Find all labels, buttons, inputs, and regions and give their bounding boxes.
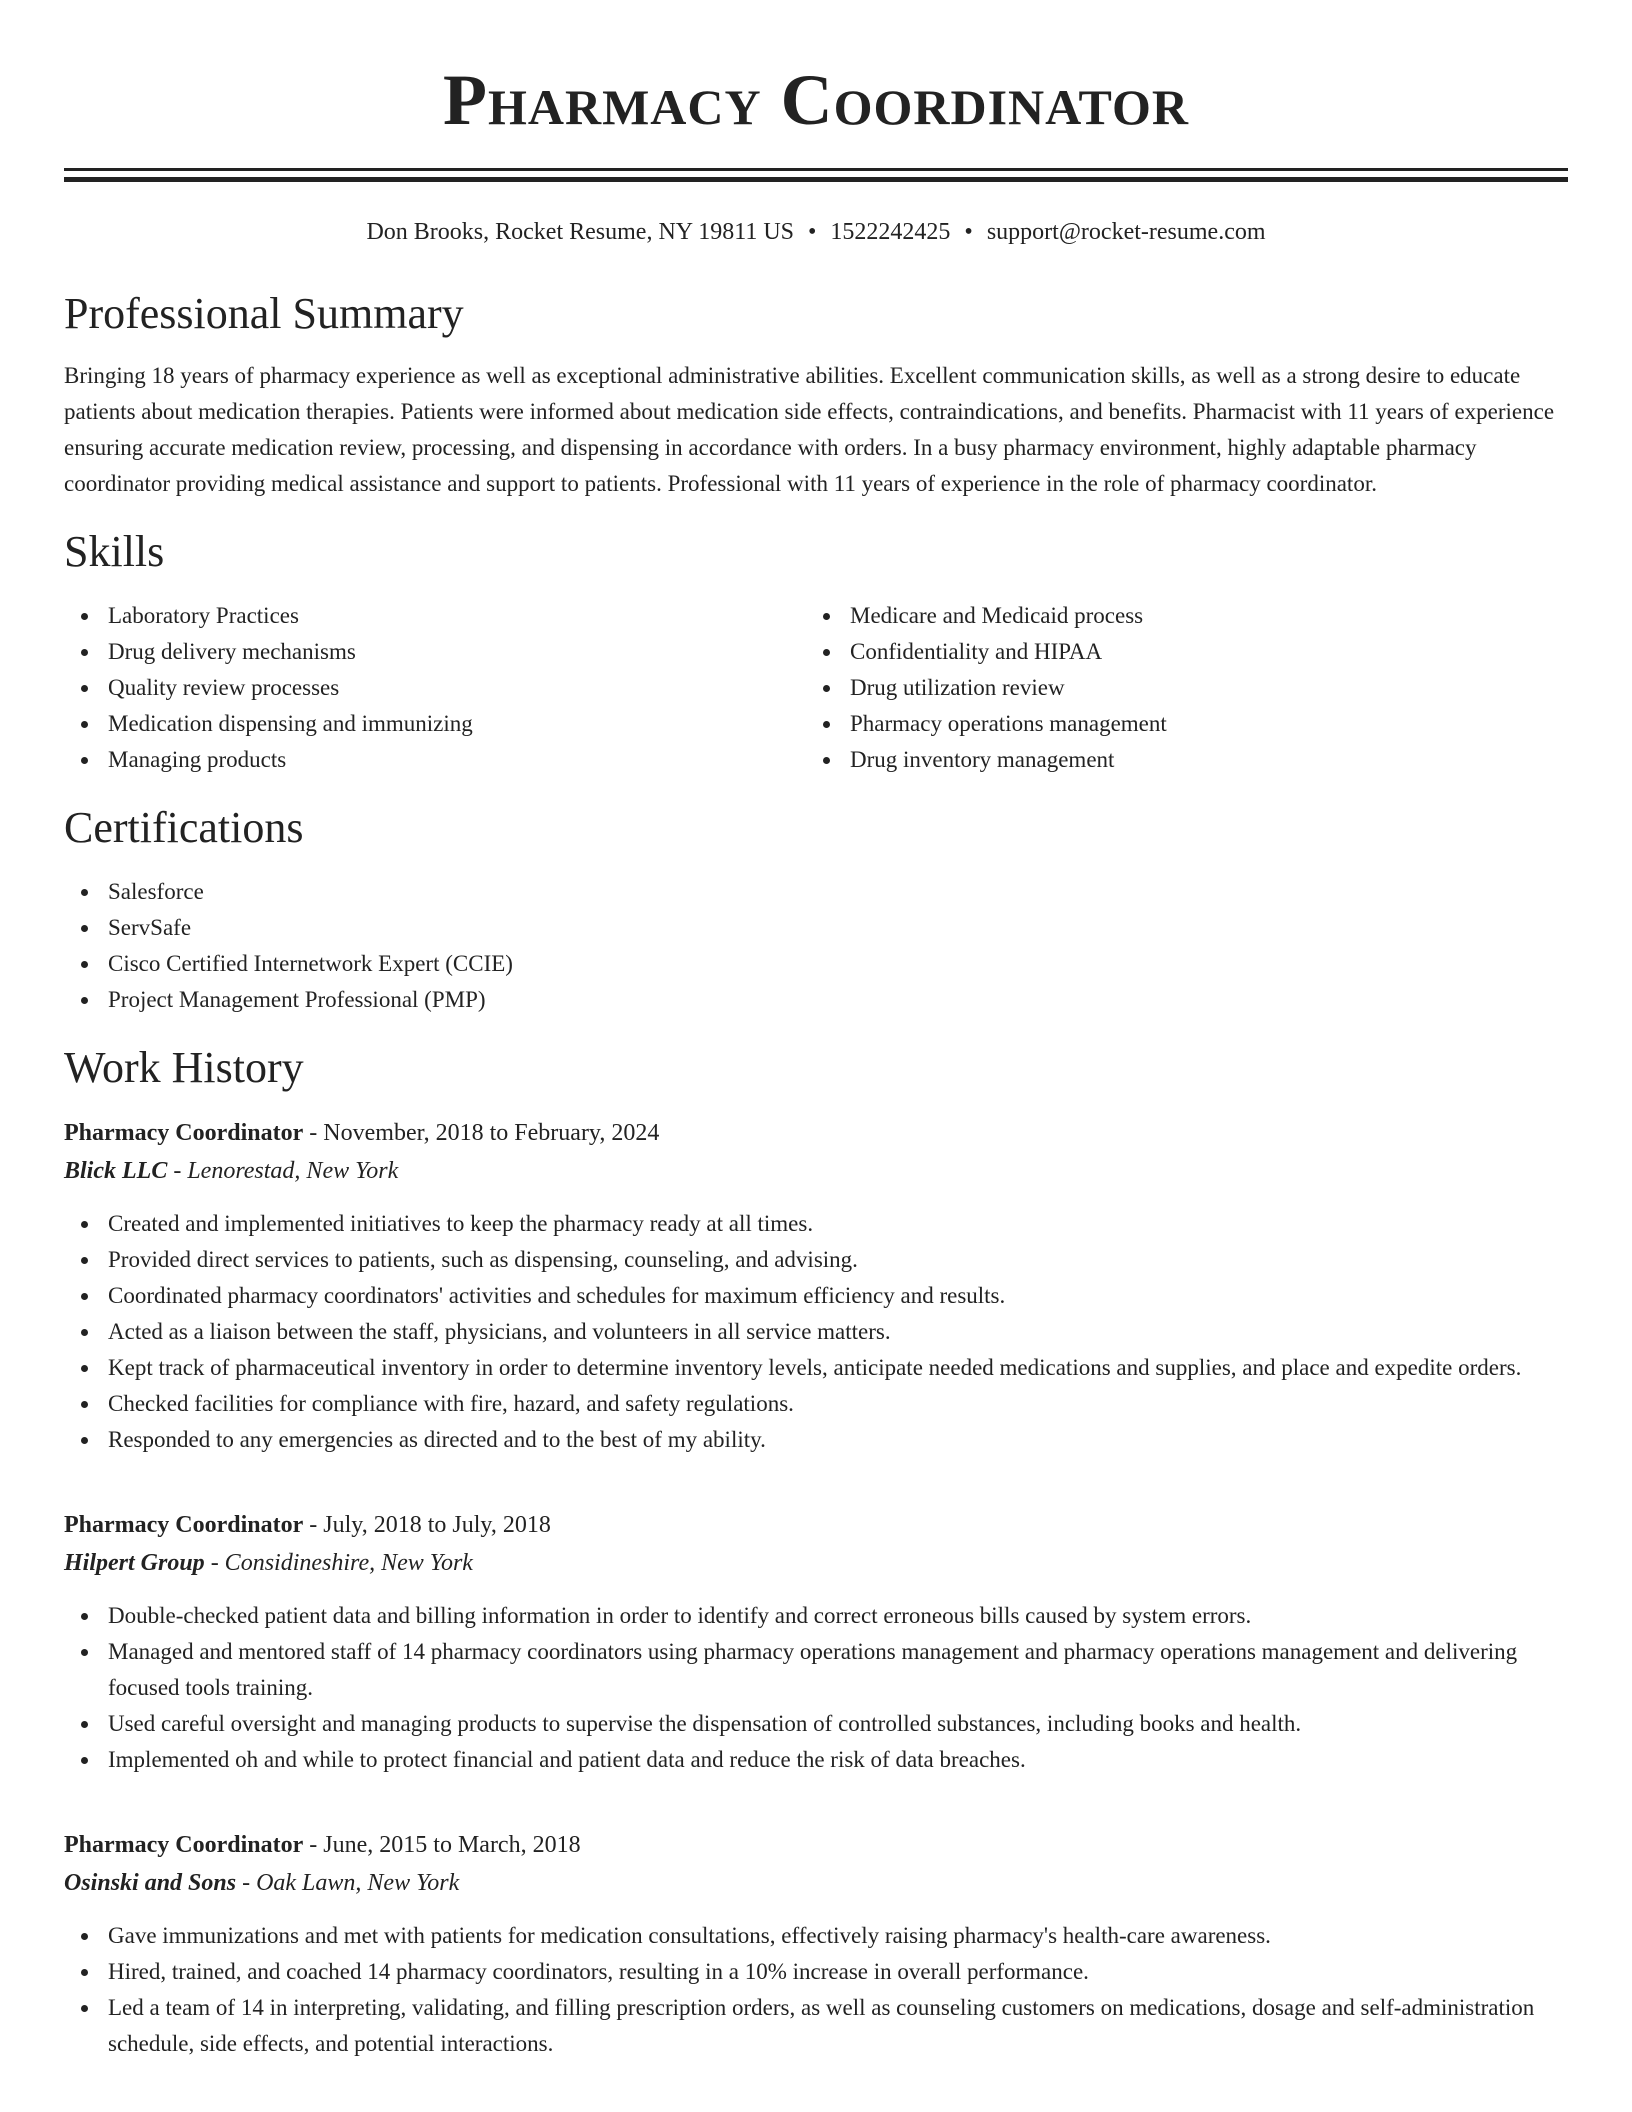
certification-item: Project Management Professional (PMP) <box>64 982 1568 1018</box>
job-role: Pharmacy Coordinator <box>64 1120 304 1146</box>
skill-item: Laboratory Practices <box>64 598 806 634</box>
skill-item: Pharmacy operations management <box>806 706 1548 742</box>
certifications-heading: Certifications <box>64 803 304 852</box>
job-bullet: Kept track of pharmaceutical inventory in order to determine inventory levels, anticipate needed medications and supplies, and place and expedite orders. <box>64 1350 1568 1386</box>
job-role: Pharmacy Coordinator <box>64 1512 304 1538</box>
job-company: Hilpert Group <box>64 1550 205 1576</box>
job-bullet: Double-checked patient data and billing information in order to identify and correct erroneous bills caused by system errors. <box>64 1598 1568 1634</box>
job-company-line <box>64 1864 1568 1902</box>
job-header <box>64 1826 1568 1864</box>
job-dates: - June, 2015 to March, 2018 <box>303 1832 581 1858</box>
skills-heading: Skills <box>64 527 165 576</box>
summary-heading: Professional Summary <box>64 289 464 338</box>
contact-address: Don Brooks, Rocket Resume, NY 19811 US <box>366 219 795 245</box>
job-dates: - July, 2018 to July, 2018 <box>303 1512 551 1538</box>
job-role: Pharmacy Coordinator <box>64 1832 304 1858</box>
title-divider-top <box>64 168 1568 171</box>
job-bullet: Used careful oversight and managing products to supervise the dispensation of controlled substances, including books and health. <box>64 1706 1568 1742</box>
job-company-line <box>64 1152 1568 1190</box>
job-location: - Oak Lawn, New York <box>236 1870 460 1896</box>
skill-item: Managing products <box>64 742 806 778</box>
skill-item: Quality review processes <box>64 670 806 706</box>
job-entry <box>64 1506 1568 1778</box>
contact-line <box>64 216 1568 248</box>
job-bullets <box>64 1206 1568 1458</box>
job-header <box>64 1114 1568 1152</box>
job-bullets <box>64 1598 1568 1778</box>
job-bullet: Gave immunizations and met with patients for medication consultations, effectively raising pharmacy's health-care awareness. <box>64 1918 1568 1954</box>
certification-item: Cisco Certified Internetwork Expert (CCIE) <box>64 946 1568 982</box>
skills-list-left <box>64 598 806 778</box>
job-bullet: Acted as a liaison between the staff, physicians, and volunteers in all service matters. <box>64 1314 1568 1350</box>
contact-email: support@rocket-resume.com <box>986 219 1266 245</box>
job-company-line <box>64 1544 1568 1582</box>
contact-separator: • <box>808 219 817 245</box>
job-header <box>64 1506 1568 1544</box>
job-company: Blick LLC <box>64 1158 168 1184</box>
job-entry <box>64 1826 1568 2062</box>
job-bullet: Created and implemented initiatives to keep the pharmacy ready at all times. <box>64 1206 1568 1242</box>
title-divider-bottom <box>64 177 1568 182</box>
resume-page <box>64 0 1568 2062</box>
contact-separator: • <box>964 219 973 245</box>
skill-item: Drug inventory management <box>806 742 1548 778</box>
contact-phone: 1522242425 <box>830 219 951 245</box>
job-location: - Considineshire, New York <box>204 1550 473 1576</box>
certification-item: ServSafe <box>64 910 1568 946</box>
job-bullet: Coordinated pharmacy coordinators' activities and schedules for maximum efficiency and results. <box>64 1278 1568 1314</box>
job-bullet: Provided direct services to patients, such as dispensing, counseling, and advising. <box>64 1242 1568 1278</box>
job-company: Osinski and Sons <box>64 1870 237 1896</box>
skill-item: Confidentiality and HIPAA <box>806 634 1548 670</box>
job-bullets <box>64 1918 1568 2062</box>
job-bullet: Implemented oh and while to protect financial and patient data and reduce the risk of data breaches. <box>64 1742 1568 1778</box>
skill-item: Medication dispensing and immunizing <box>64 706 806 742</box>
skill-item: Medicare and Medicaid process <box>806 598 1548 634</box>
job-dates: - November, 2018 to February, 2024 <box>303 1120 660 1146</box>
certifications-list <box>64 874 1568 1018</box>
work-history-heading: Work History <box>64 1043 304 1092</box>
skill-item: Drug delivery mechanisms <box>64 634 806 670</box>
job-entry <box>64 1114 1568 1458</box>
skills-grid <box>64 598 1568 778</box>
job-bullet: Led a team of 14 in interpreting, validating, and filling prescription orders, as well as counseling customers on medications, dosage and self-administration schedule, side effects, and potential interactions. <box>64 1990 1568 2062</box>
job-bullet: Managed and mentored staff of 14 pharmacy coordinators using pharmacy operations management and pharmacy operations management and delivering focused tools training. <box>64 1634 1568 1706</box>
certification-item: Salesforce <box>64 874 1568 910</box>
resume-title: Pharmacy Coordinator <box>442 60 1189 140</box>
summary-text: Bringing 18 years of pharmacy experience as well as exceptional administrative abilities. Excellent communication skills, as well as a strong desire to educate patients about medication therapies. Patients were informed about medication side effects, contraindications, and benefits. Pharmacist with 11 years of experience ensuring accurate medication review, processing, and dispensing in accordance with orders. In a busy pharmacy environment, highly adaptable pharmacy coordinator providing medical assistance and support to patients. Professional with 11 years of experience in the role of pharmacy coordinator. <box>64 363 1555 496</box>
skills-list-right <box>806 598 1548 778</box>
job-bullet: Hired, trained, and coached 14 pharmacy coordinators, resulting in a 10% increase in overall performance. <box>64 1954 1568 1990</box>
job-location: - Lenorestad, New York <box>167 1158 399 1184</box>
job-bullet: Responded to any emergencies as directed and to the best of my ability. <box>64 1422 1568 1458</box>
skill-item: Drug utilization review <box>806 670 1548 706</box>
job-bullet: Checked facilities for compliance with fire, hazard, and safety regulations. <box>64 1386 1568 1422</box>
